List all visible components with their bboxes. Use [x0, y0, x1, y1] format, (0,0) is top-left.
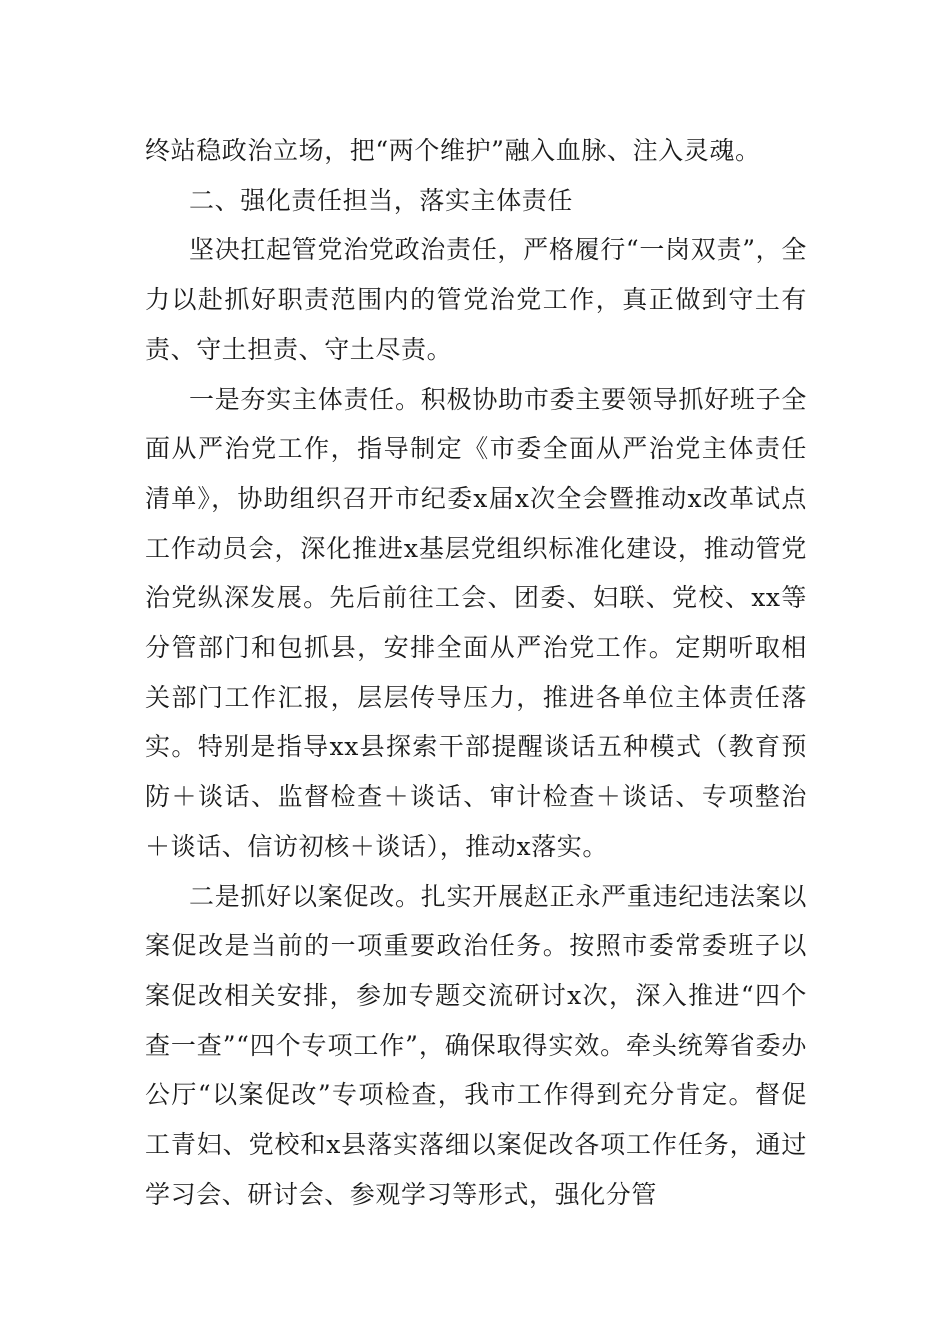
- document-body: [145, 126, 807, 1219]
- paragraph-continuation: 终站稳政治立场，把“两个维护”融入血脉、注入灵魂。: [145, 136, 761, 165]
- paragraph-intro: 坚决扛起管党治党政治责任，严格履行“一岗双责”，全力以赴抓好职责范围内的管党治党工作，真正做到守土有责、守土担责、守土尽责。: [145, 235, 807, 364]
- paragraph-point-one: 一是夯实主体责任。积极协助市委主要领导抓好班子全面从严治党工作，指导制定《市委全面从严治党主体责任清单》，协助组织召开市纪委x届x次全会暨推动x改革试点工作动员会，深化推进x基层党组织标准化建设，推动管党治党纵深发展。先后前往工会、团委、妇联、党校、xx等分管部门和包抓县，安排全面从严治党工作。定期听取相关部门工作汇报，层层传导压力，推进各单位主体责任落实。特别是指导xx县探索干部提醒谈话五种模式（教育预防＋谈话、监督检查＋谈话、审计检查＋谈话、专项整治＋谈话、信访初核＋谈话），推动x落实。: [145, 384, 807, 861]
- section-heading: 二、强化责任担当，落实主体责任: [189, 185, 574, 215]
- paragraph-point-two: 二是抓好以案促改。扎实开展赵正永严重违纪违法案以案促改是当前的一项重要政治任务。按照市委常委班子以案促改相关安排，参加专题交流研讨x次，深入推进“四个查一查”“四个专项工作”，确保取得实效。牵头统筹省委办公厅“以案促改”专项检查，我市工作得到充分肯定。督促工青妇、党校和x县落实落细以案促改各项工作任务，通过学习会、研讨会、参观学习等形式，强化分管: [145, 881, 807, 1209]
